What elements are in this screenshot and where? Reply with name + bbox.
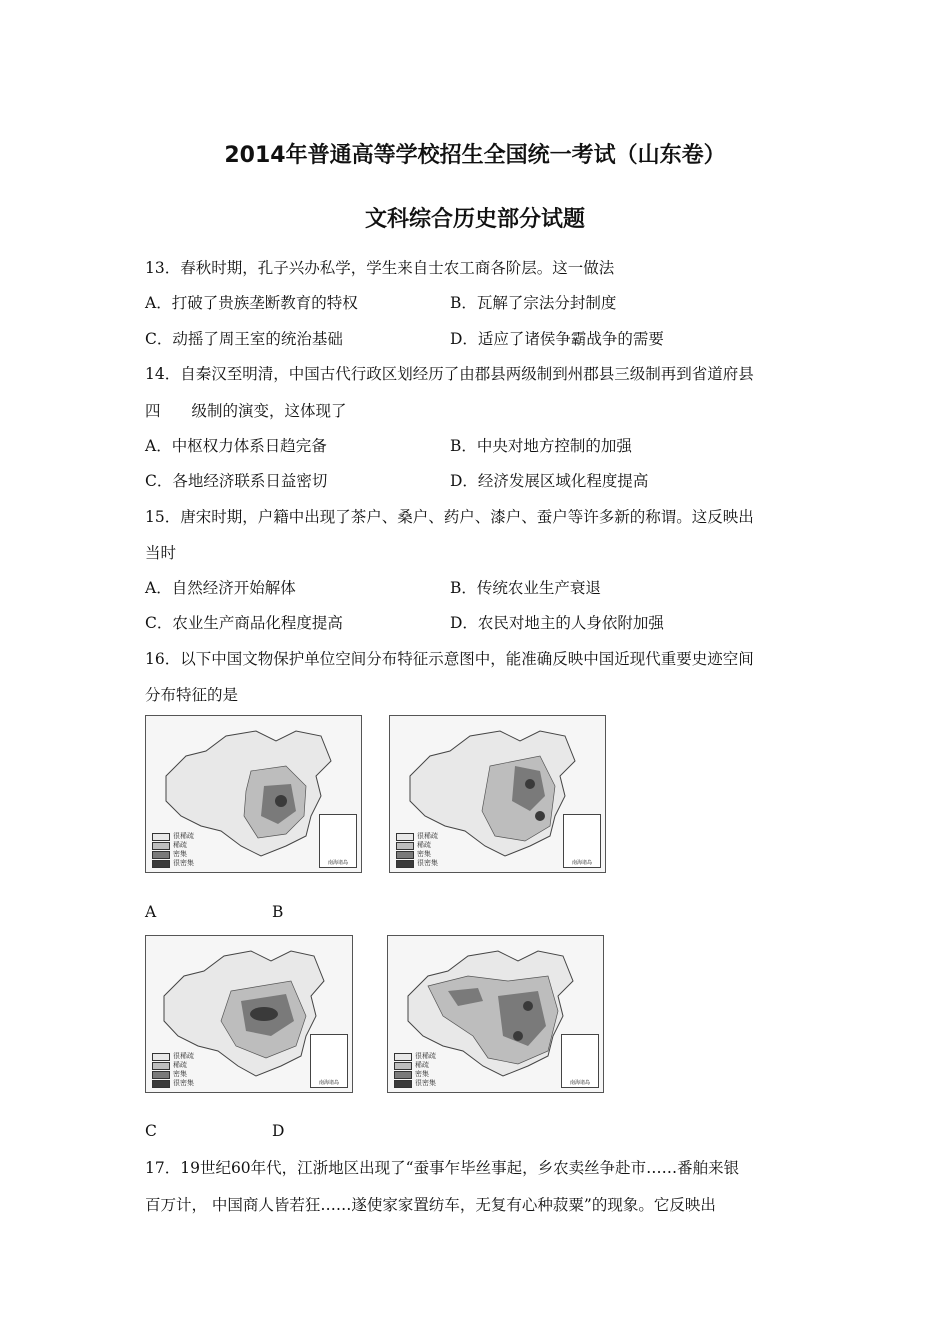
map-c-legend: 很稀疏 稀疏 密集 很密集 [152,1052,194,1088]
q14-option-d[interactable]: D．经济发展区域化程度提高 [450,472,649,490]
q13-stem: 13．春秋时期，孔子兴办私学，学生来自士农工商各阶层。这一做法 [145,259,615,277]
q17-stem-line2: 百万计， 中国商人皆若狂……遂使家家置纺车，无复有心种菽粟”的现象。它反映出 [145,1196,716,1214]
q15-option-c[interactable]: C．农业生产商品化程度提高 [145,614,343,632]
q15-option-b[interactable]: B．传统农业生产衰退 [450,579,601,597]
map-d[interactable] [387,935,604,1093]
q14-option-b[interactable]: B．中央对地方控制的加强 [450,437,632,455]
q14-option-c[interactable]: C．各地经济联系日益密切 [145,472,328,490]
map-c-inset: 南海诸岛 [310,1034,348,1088]
q17-stem-line1: 17．19世纪60年代，江浙地区出现了“蚕事乍毕丝事起，乡农卖丝争赴市……番舶来银 [145,1159,740,1177]
map-d-label[interactable]: D [272,1122,285,1140]
q14-stem-line2: 四 级制的演变，这体现了 [145,402,347,420]
map-a[interactable] [145,715,362,873]
map-c-label[interactable]: C [145,1122,157,1140]
map-d-legend: 很稀疏 稀疏 密集 很密集 [394,1052,436,1088]
q13-option-d[interactable]: D．适应了诸侯争霸战争的需要 [450,330,664,348]
map-b-legend: 很稀疏 稀疏 密集 很密集 [396,832,438,868]
q15-option-d[interactable]: D．农民对地主的人身依附加强 [450,614,664,632]
map-b-label[interactable]: B [272,903,284,921]
map-b[interactable] [389,715,606,873]
map-b-inset: 南海诸岛 [563,814,601,868]
exam-subtitle: 文科综合历史部分试题 [364,207,585,232]
map-a-inset: 南海诸岛 [319,814,357,868]
q16-stem-line2: 分布特征的是 [145,686,239,704]
q13-option-c[interactable]: C．动摇了周王室的统治基础 [145,330,343,348]
q14-stem-line1: 14．自秦汉至明清，中国古代行政区划经历了由郡县两级制到州郡县三级制再到省道府县 [145,365,754,383]
map-a-legend: 很稀疏 稀疏 密集 很密集 [152,832,194,868]
q15-stem-line1: 15．唐宋时期，户籍中出现了茶户、桑户、药户、漆户、蚕户等许多新的称谓。这反映出 [145,508,754,526]
q15-stem-line2: 当时 [145,544,177,562]
q13-option-b[interactable]: B．瓦解了宗法分封制度 [450,294,617,312]
map-c[interactable] [145,935,353,1093]
q14-option-a[interactable]: A．中枢权力体系日趋完备 [145,437,327,455]
exam-title: 2014年普通高等学校招生全国统一考试（山东卷） [224,143,726,168]
q13-option-a[interactable]: A．打破了贵族垄断教育的特权 [145,294,358,312]
map-a-label[interactable]: A [145,903,157,921]
map-d-inset: 南海诸岛 [561,1034,599,1088]
q16-stem-line1: 16．以下中国文物保护单位空间分布特征示意图中，能准确反映中国近现代重要史迹空间 [145,650,754,668]
q15-option-a[interactable]: A．自然经济开始解体 [145,579,296,597]
